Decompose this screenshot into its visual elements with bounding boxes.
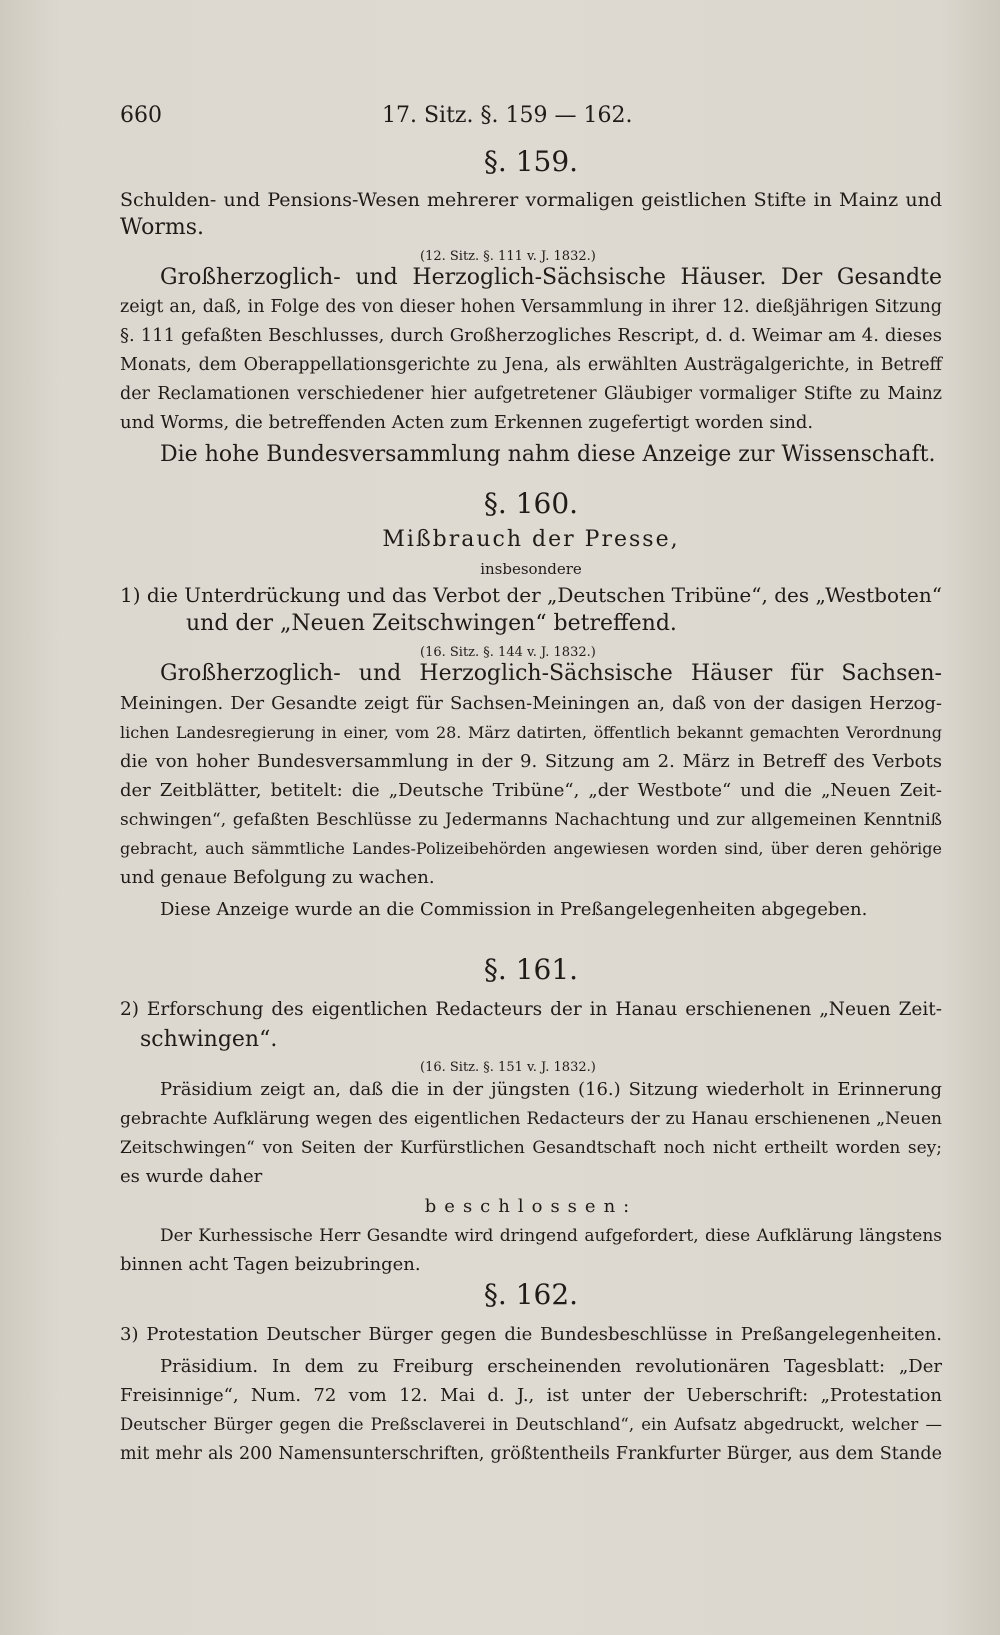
- body-line: Präsidium zeigt an, daß die in der jüngsten (16.) Sitzung wiederholt in Erinnerung: [160, 1079, 942, 1100]
- body-line: schwingen“, gefaßten Beschlüsse zu Jedermanns Nachachtung und zur allgemeinen Kenntniß: [120, 810, 942, 830]
- page-number: 660: [120, 103, 162, 128]
- section-number: §. 160.: [483, 487, 579, 520]
- item-line: 2) Erforschung des eigentlichen Redacteurs der in Hanau erschienenen „Neuen Zeit-: [120, 999, 942, 1020]
- body-line: Freisinnige“, Num. 72 vom 12. Mai d. J., ist unter der Ueberschrift: „Protestation: [120, 1385, 942, 1406]
- body-line: §. 111 gefaßten Beschlusses, durch Großherzogliches Rescript, d. d. Weimar am 4. dieses: [120, 325, 942, 346]
- body-line: Monats, dem Oberappellationsgerichte zu Jena, als erwählten Austrägalgerichte, in Betreff: [120, 355, 942, 375]
- body-line: der Reclamationen verschiedener hier aufgetretener Gläubiger vormaliger Stifte zu Mainz: [120, 384, 942, 404]
- body-line: gebracht, auch sämmtliche Landes-Polizeibehörden angewiesen worden sind, über deren gehörige: [120, 839, 942, 858]
- body-line: mit mehr als 200 Namensunterschriften, größtentheils Frankfurter Bürger, aus dem Stande: [120, 1444, 942, 1464]
- body-line: Meiningen. Der Gesandte zeigt für Sachsen-Meiningen an, daß von der dasigen Herzog-: [120, 693, 942, 714]
- body-line: die von hoher Bundesversammlung in der 9. Sitzung am 2. März in Betreff des Verbots: [120, 751, 942, 772]
- reference: (12. Sitz. §. 111 v. J. 1832.): [420, 249, 596, 264]
- section-number: §. 159.: [483, 145, 579, 178]
- body-line: und genaue Befolgung zu wachen.: [120, 867, 435, 888]
- body-line: der Zeitblätter, betitelt: die „Deutsche Tribüne“, „der Westbote“ und die „Neuen Zeit-: [120, 780, 942, 801]
- section-title: 3) Protestation Deutscher Bürger gegen die Bundesbeschlüsse in Preßangelegenheiten.: [120, 1324, 942, 1345]
- closing-line: Diese Anzeige wurde an die Commission in Preßangelegenheiten abgegeben.: [160, 899, 868, 920]
- body-line: es wurde daher: [120, 1166, 263, 1187]
- body-line: Großherzoglich- und Herzoglich-Sächsische Häuser für Sachsen-: [160, 661, 942, 686]
- section-number: §. 161.: [483, 953, 579, 986]
- item-line: und der „Neuen Zeitschwingen“ betreffend.: [186, 611, 677, 636]
- section-title: Mißbrauch der Presse,: [382, 527, 680, 552]
- running-head: 17. Sitz. §. 159 — 162.: [382, 103, 633, 128]
- body-line: und Worms, die betreffenden Acten zum Erkennen zugefertigt worden sind.: [120, 412, 814, 433]
- body-line: Deutscher Bürger gegen die Preßsclaverei in Deutschland“, ein Aufsatz abgedruckt, welcher —: [120, 1415, 942, 1434]
- body-line: Zeitschwingen“ von Seiten der Kurfürstlichen Gesandtschaft noch nicht ertheilt worden sey;: [120, 1138, 942, 1158]
- resolution-line: Der Kurhessische Herr Gesandte wird dringend aufgefordert, diese Aufklärung längstens: [160, 1226, 942, 1246]
- body-line: zeigt an, daß, in Folge des von dieser hohen Versammlung in ihrer 12. dießjährigen Sitzung: [120, 297, 942, 317]
- closing-line: Die hohe Bundesversammlung nahm diese Anzeige zur Wissenschaft.: [160, 442, 936, 467]
- item-line: 1) die Unterdrückung und das Verbot der „Deutschen Tribüne“, des „Westboten“: [120, 583, 943, 607]
- resolution-line: binnen acht Tagen beizubringen.: [120, 1254, 421, 1275]
- resolved-heading: beschlossen:: [424, 1196, 638, 1217]
- body-line: lichen Landesregierung in einer, vom 28. März datirten, öffentlich bekannt gemachten Verordnung: [120, 723, 942, 742]
- reference: (16. Sitz. §. 144 v. J. 1832.): [420, 645, 596, 660]
- section-subtitle: insbesondere: [480, 560, 582, 578]
- body-line: Präsidium. In dem zu Freiburg erscheinenden revolutionären Tagesblatt: „Der: [160, 1356, 942, 1377]
- item-line: schwingen“.: [140, 1027, 278, 1052]
- reference: (16. Sitz. §. 151 v. J. 1832.): [420, 1060, 596, 1075]
- section-title: Schulden- und Pensions-Wesen mehrerer vormaligen geistlichen Stifte in Mainz und: [120, 189, 942, 211]
- section-title: Worms.: [120, 215, 205, 240]
- body-line: Großherzoglich- und Herzoglich-Sächsische Häuser. Der Gesandte: [160, 265, 942, 290]
- section-number: §. 162.: [483, 1278, 579, 1311]
- body-line: gebrachte Aufklärung wegen des eigentlichen Redacteurs der zu Hanau erschienenen „Neuen: [120, 1109, 942, 1129]
